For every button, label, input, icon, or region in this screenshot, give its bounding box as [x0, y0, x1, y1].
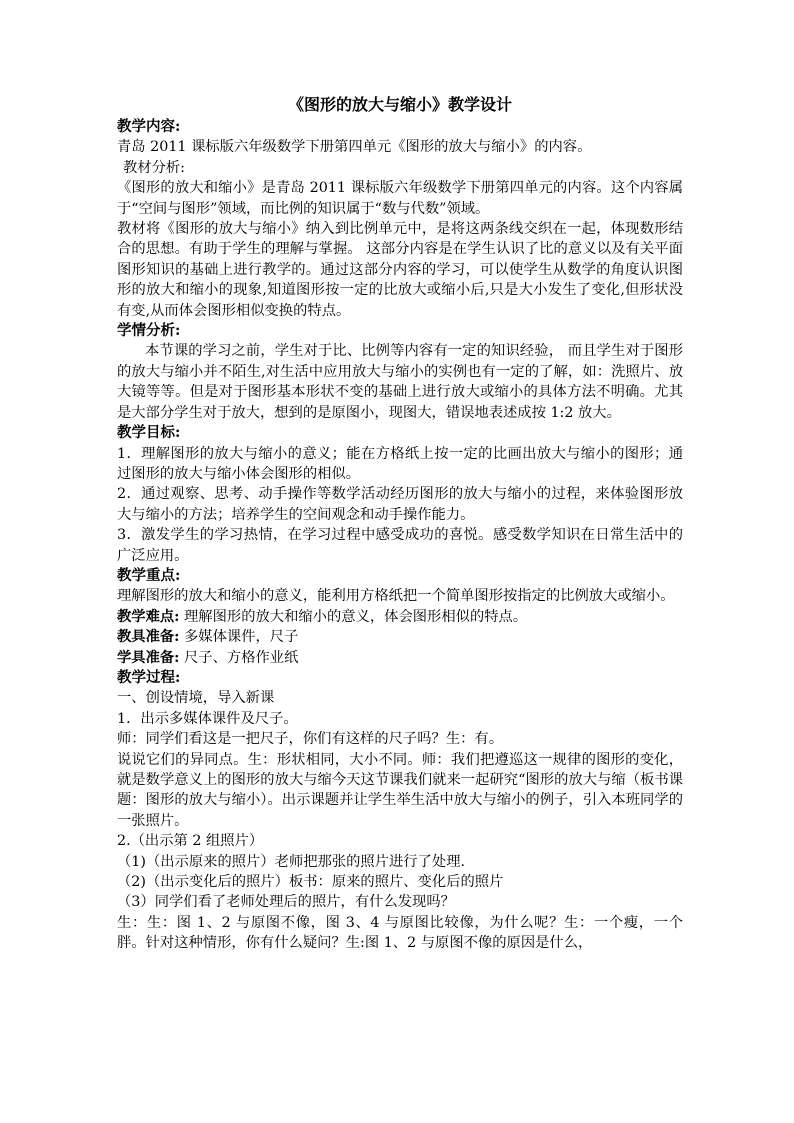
document-title: 《图形的放大与缩小》教学设计	[287, 95, 512, 114]
process-line-7: （2)（出示变化后的照片）板书：原来的照片、变化后的照片	[117, 874, 504, 891]
process-line-5: 2.（出示第 2 组照片）	[117, 833, 264, 850]
content-text: 青岛 2011 课标版六年级数学下册第四单元《图形的放大与缩小》的内容。	[117, 139, 592, 156]
process-paragraph-9: 生：生：图 1、2 与原图不像，图 3、4 与原图比较像，为什么呢？生：一个瘦，一个胖。针对这种情形，你有什么疑问？生:图 1、2 与原图不像的原因是什么，	[117, 914, 683, 952]
teacher-tools-text: 多媒体课件，尺子	[179, 629, 299, 646]
process-line-1: 一、创设情境，导入新课	[117, 690, 275, 707]
student-paragraph: 本节课的学习之前，学生对于比、比例等内容有一定的知识经验， 而且学生对于图形的放大与缩小并不陌生,对生活中应用放大与缩小的实例也有一定的了解，如：洗照片、放大镜等等。但是对于图形基本形状不变的基础上进行放大或缩小的具体方法不明确。尤其是大部分学生对于放大，想到的是原图小，现图大，错误地表述成按 1:2 放大。	[117, 343, 683, 421]
section-heading-student: 学情分析:	[117, 322, 181, 340]
process-line-6: （1)（出示原来的照片）老师把那张的照片进行了处理.	[117, 853, 466, 870]
section-heading-process: 教学过程:	[117, 668, 181, 686]
student-tools-line	[117, 648, 683, 668]
process-line-8: （3）同学们看了老师处理后的照片，有什么发现吗？	[117, 894, 455, 911]
goal-item-1: 1．理解图形的放大与缩小的意义；能在方格纸上按一定的比画出放大与缩小的图形；通过图形的放大与缩小体会图形的相似。	[117, 445, 683, 482]
goal-item-3: 3．激发学生的学习热情，在学习过程中感受成功的喜悦。感受数学知识在日常生活中的广泛应用。	[117, 527, 683, 564]
teacher-tools-label: 教具准备:	[117, 629, 180, 646]
material-paragraph-2: 教材将《图形的放大与缩小》纳入到比例单元中，是将这两条线交织在一起，体现数形结合的思想。有助于学生的理解与掌握。 这部分内容是在学生认识了比的意义以及有关平面图形知识的基础上进行教学的。通过这部分内容的学习，可以使学生从数学的角度认识图形的放大和缩小的现象,知道图形按一定的比放大或缩小后,只是大小发生了变化,但形状没有变,从而体会图形相似变换的特点。	[117, 221, 683, 319]
difficulty-text: 理解图形的放大和缩小的意义，体会图形相似的特点。	[179, 608, 528, 625]
process-line-2: 1．出示多媒体课件及尺子。	[117, 710, 298, 727]
student-tools-text: 尺子、方格作业纸	[179, 649, 299, 666]
document-page	[117, 94, 683, 954]
key-point-text: 理解图形的放大和缩小的意义，能利用方格纸把一个简单图形按指定的比例放大或缩小。	[117, 588, 675, 605]
material-paragraph-1: 《图形的放大和缩小》是青岛 2011 课标版六年级数学下册第四单元的内容。这个内容属于“空间与图形”领域，而比例的知识属于“数与代数”领域。	[117, 180, 683, 217]
section-heading-material: 教材分析:	[123, 159, 186, 176]
process-paragraph-4: 说说它们的异同点。生：形状相同，大小不同。师：我们把遵巡这一规律的图形的变化，就是数学意义上的图形的放大与缩今天这节课我们就来一起研究“图形的放大与缩（板书课题：图形的放大与缩小）。出示课题并让学生举生活中放大与缩小的例子，引入本班同学的一张照片。	[117, 751, 683, 829]
section-heading-goals: 教学目标:	[117, 424, 181, 442]
section-heading-content: 教学内容:	[117, 118, 181, 135]
teacher-tools-line	[117, 627, 683, 647]
process-line-3: 师：同学们看这是一把尺子，你们有这样的尺子吗？生：有。	[117, 731, 504, 748]
section-heading-key-point: 教学重点:	[117, 566, 181, 584]
difficulty-label: 教学难点:	[117, 608, 180, 625]
student-tools-label: 学具准备:	[117, 649, 180, 666]
difficulty-line	[117, 607, 683, 627]
goal-item-2: 2．通过观察、思考、动手操作等数学活动经历图形的放大与缩小的过程，来体验图形放大与缩小的方法；培养学生的空间观念和动手操作能力。	[117, 486, 683, 523]
